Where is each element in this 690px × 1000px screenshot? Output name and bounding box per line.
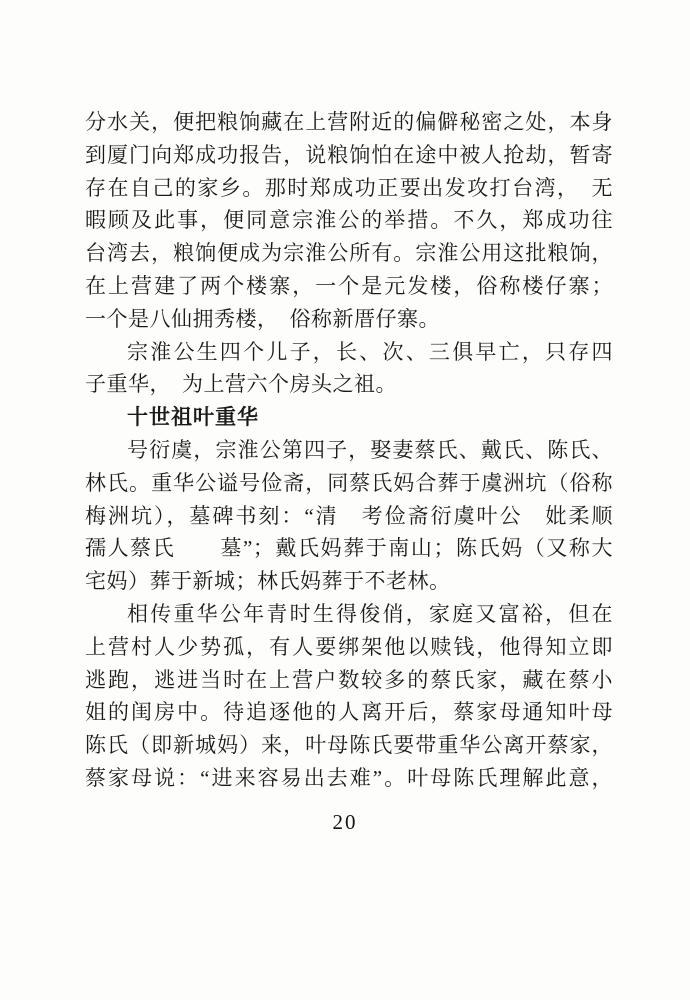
body-text (85, 106, 613, 795)
text-line: 孺人蔡氏 墓”；戴氏妈葬于南山；陈氏妈（又称大 (85, 536, 613, 561)
text-line: 姐的闺房中。待追逐他的人离开后，蔡家母通知叶母 (85, 700, 613, 725)
text-line: 逃跑，逃进当时在上营户数较多的蔡氏家，藏在蔡小 (85, 667, 613, 692)
text-line: 上营村人少势孤，有人要绑架他以赎钱，他得知立即 (85, 634, 613, 659)
text-line: 林氏。重华公谥号俭斋，同蔡氏妈合葬于虞洲坑（俗称 (85, 470, 613, 495)
text-line: 在上营建了两个楼寨，一个是元发楼，俗称楼仔寨； (85, 273, 613, 298)
text-line: 台湾去，粮饷便成为宗淮公所有。宗淮公用这批粮饷， (85, 241, 613, 266)
text-line: 相传重华公年青时生得俊俏，家庭又富裕，但在 (127, 601, 613, 626)
text-line: 宗淮公生四个儿子，长、次、三俱早亡，只存四 (127, 339, 613, 364)
text-line: 蔡家母说：“进来容易出去难”。叶母陈氏理解此意， (85, 765, 613, 790)
text-line: 宅妈）葬于新城；林氏妈葬于不老林。 (85, 569, 451, 594)
page-number: 20 (332, 810, 358, 834)
text-line: 到厦门向郑成功报告，说粮饷怕在途中被人抢劫，暂寄 (85, 142, 613, 167)
text-line: 陈氏（即新城妈）来，叶母陈氏要带重华公离开蔡家， (85, 733, 613, 758)
section-heading: 十世祖叶重华 (127, 405, 259, 430)
text-line: 子重华， 为上营六个房头之祖。 (85, 372, 397, 397)
text-line: 暇顾及此事，便同意宗淮公的举措。不久，郑成功往 (85, 208, 613, 233)
text-line: 一个是八仙拥秀楼， 俗称新厝仔寨。 (85, 306, 440, 331)
text-line: 存在自己的家乡。那时郑成功正要出发攻打台湾， 无 (85, 175, 613, 200)
text-line: 分水关，便把粮饷藏在上营附近的偏僻秘密之处，本身 (85, 110, 613, 134)
text-line: 梅洲坑），墓碑书刻：“清 考俭斋衍虞叶公 妣柔顺 (85, 503, 613, 528)
text-line: 号衍虞，宗淮公第四子，娶妻蔡氏、戴氏、陈氏、 (127, 437, 613, 462)
